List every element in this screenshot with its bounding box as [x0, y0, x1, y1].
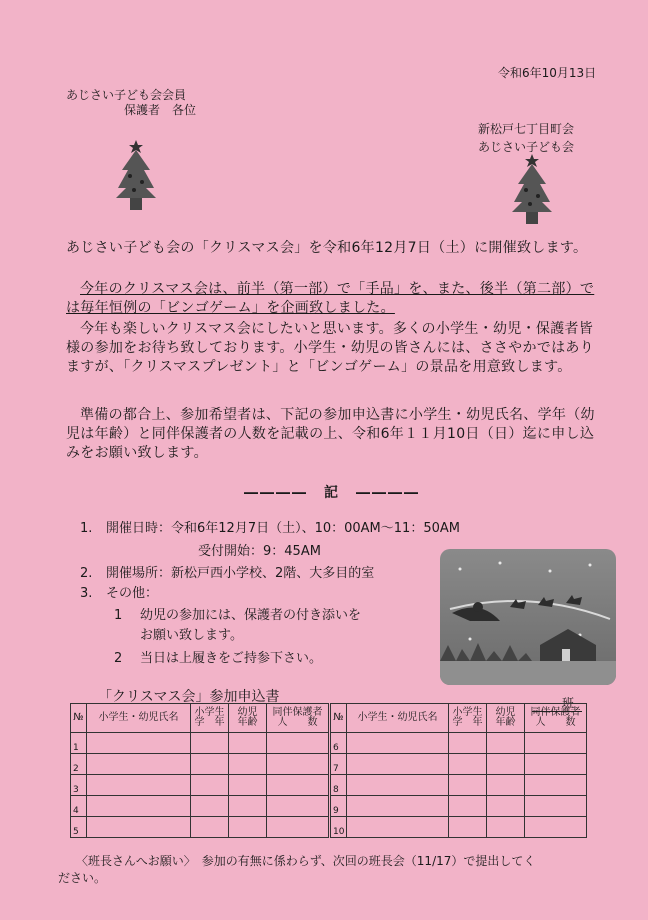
grade-cell[interactable] — [191, 796, 229, 817]
table-header — [331, 704, 587, 733]
col-age: 幼児 年齢 — [229, 704, 267, 733]
table-row — [331, 733, 587, 754]
name-cell[interactable] — [87, 754, 191, 775]
parent-cell[interactable] — [267, 733, 329, 754]
registration-table-left — [70, 703, 329, 838]
name-cell[interactable] — [347, 754, 449, 775]
parent-cell[interactable] — [267, 754, 329, 775]
row-number: 5 — [71, 817, 87, 838]
age-cell[interactable] — [487, 775, 525, 796]
age-cell[interactable] — [487, 796, 525, 817]
age-cell[interactable] — [229, 733, 267, 754]
grade-cell[interactable] — [449, 775, 487, 796]
row-number: 8 — [331, 775, 347, 796]
table-row — [71, 754, 329, 775]
sender-line1: 新松戸七丁目町会 — [478, 122, 575, 136]
paragraph-1: あじさい子ども会の「クリスマス会」を令和6年12月7日（土）に開催致します。 — [66, 240, 588, 256]
age-cell[interactable] — [487, 817, 525, 838]
item-1-number: 1. — [80, 521, 93, 536]
sub-item-1-line2: お願い致します。 — [140, 628, 243, 643]
paragraph-2: 今年のクリスマス会は、前半（第一部）で「手品」を、また、後半（第二部）では毎年恒例の「ビンゴゲーム」を企画致しました。 — [66, 281, 595, 316]
grade-cell[interactable] — [449, 817, 487, 838]
row-number: 10 — [331, 817, 347, 838]
row-number: 9 — [331, 796, 347, 817]
col-name: 小学生・幼児氏名 — [347, 704, 449, 733]
parent-cell[interactable] — [525, 775, 587, 796]
table-header — [71, 704, 329, 733]
parent-cell[interactable] — [267, 817, 329, 838]
sender-line2: あじさい子ども会 — [478, 140, 575, 154]
christmas-tree-icon — [510, 150, 554, 226]
name-cell[interactable] — [87, 733, 191, 754]
paragraph-4: 準備の都合上、参加希望者は、下記の参加申込書に小学生・幼児氏名、学年（幼児は年齢）と同伴保護者の人数を記載の上、令和6年１１月10日（日）迄に申し込みをお願い致します。 — [66, 407, 595, 461]
col-number: № — [331, 704, 347, 733]
recipient-line1: あじさい子ども会会員 — [66, 88, 187, 102]
col-grade: 小学生 学 年 — [191, 704, 229, 733]
item-1-sub: 受付開始：9：45AM — [198, 544, 321, 559]
sub-item-2-number: 2 — [114, 651, 123, 666]
parent-cell[interactable] — [267, 796, 329, 817]
grade-cell[interactable] — [191, 754, 229, 775]
name-cell[interactable] — [347, 796, 449, 817]
table-row — [331, 796, 587, 817]
row-number: 7 — [331, 754, 347, 775]
sub-item-1-number: 1 — [114, 608, 123, 623]
name-cell[interactable] — [87, 796, 191, 817]
row-number: 6 — [331, 733, 347, 754]
parent-cell[interactable] — [525, 733, 587, 754]
table-row — [331, 775, 587, 796]
footer-note-line1: 〈班長さんへお願い〉 参加の有無に係わらず、次回の班長会（11/17）で提出してく — [76, 854, 536, 868]
table-row — [71, 775, 329, 796]
christmas-tree-icon — [114, 136, 158, 212]
grade-cell[interactable] — [191, 775, 229, 796]
col-parent-count: 同伴保護者 人 数 — [525, 704, 587, 733]
row-number: 2 — [71, 754, 87, 775]
col-parent-count: 同伴保護者 人 数 — [267, 704, 329, 733]
row-number: 4 — [71, 796, 87, 817]
table-row — [71, 796, 329, 817]
grade-cell[interactable] — [449, 733, 487, 754]
name-cell[interactable] — [347, 775, 449, 796]
grade-cell[interactable] — [191, 817, 229, 838]
sub-item-2-text: 当日は上履きをご持参下さい。 — [140, 651, 323, 666]
parent-cell[interactable] — [525, 817, 587, 838]
item-1-text: 開催日時：令和6年12月7日（土）、10：00AM～11：50AM — [106, 521, 460, 536]
item-3-text: その他： — [106, 586, 159, 601]
paragraph-3: 今年も楽しいクリスマス会にしたいと思います。多くの小学生・幼児・保護者皆様の参加をお待ち致しております。小学生・幼児の皆さんには、ささやかではありますが、「クリスマスプレゼント」と「ビンゴゲーム」の景品を用意致します。 — [66, 321, 594, 375]
age-cell[interactable] — [229, 796, 267, 817]
parent-cell[interactable] — [525, 754, 587, 775]
table-row — [331, 754, 587, 775]
sub-item-1-line1: 幼児の参加には、保護者の付き添いを — [140, 608, 362, 623]
item-2-number: 2. — [80, 566, 93, 581]
age-cell[interactable] — [229, 817, 267, 838]
table-row — [331, 817, 587, 838]
item-2-text: 開催場所：新松戸西小学校、2階、大多目的室 — [106, 566, 375, 581]
col-grade: 小学生 学 年 — [449, 704, 487, 733]
grade-cell[interactable] — [449, 796, 487, 817]
col-age: 幼児 年齢 — [487, 704, 525, 733]
col-number: № — [71, 704, 87, 733]
row-number: 1 — [71, 733, 87, 754]
form-title: 「クリスマス会」参加申込書 — [98, 689, 280, 705]
age-cell[interactable] — [487, 733, 525, 754]
item-3-number: 3. — [80, 586, 93, 601]
recipient-line2: 保護者 各位 — [124, 103, 197, 117]
santa-sleigh-illustration — [440, 549, 616, 685]
name-cell[interactable] — [87, 817, 191, 838]
ki-heading: ―――― 記 ―――― — [244, 485, 420, 501]
parent-cell[interactable] — [267, 775, 329, 796]
age-cell[interactable] — [229, 754, 267, 775]
name-cell[interactable] — [347, 733, 449, 754]
table-row — [71, 733, 329, 754]
name-cell[interactable] — [347, 817, 449, 838]
grade-cell[interactable] — [449, 754, 487, 775]
registration-table-right — [330, 703, 587, 838]
age-cell[interactable] — [487, 754, 525, 775]
table-row — [71, 817, 329, 838]
parent-cell[interactable] — [525, 796, 587, 817]
row-number: 3 — [71, 775, 87, 796]
footer-note-line2: ださい。 — [58, 871, 107, 885]
grade-cell[interactable] — [191, 733, 229, 754]
han-label: 班 — [562, 696, 575, 710]
col-name: 小学生・幼児氏名 — [87, 704, 191, 733]
date: 令和6年10月13日 — [498, 66, 597, 80]
name-cell[interactable] — [87, 775, 191, 796]
age-cell[interactable] — [229, 775, 267, 796]
